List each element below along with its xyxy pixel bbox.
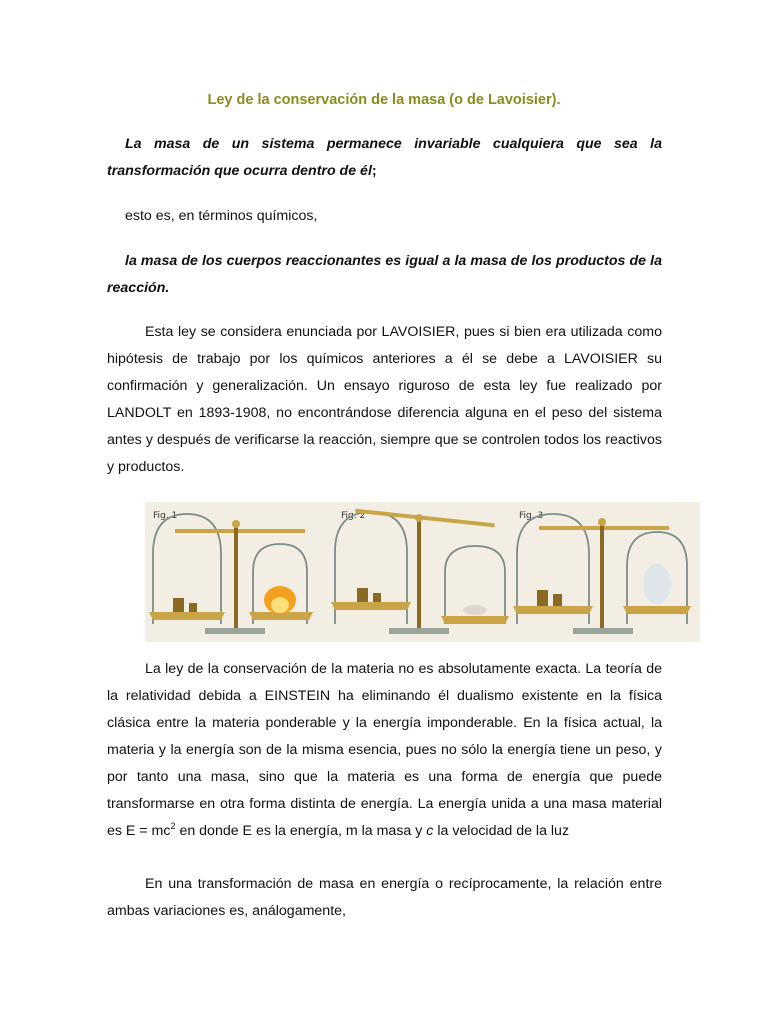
fig-3-label: Fig. 3 (519, 511, 544, 521)
figure-background (145, 502, 700, 642)
relativity-text: La ley de la conservación de la materia no es absolutamente exacta. La teoría de la relatividad debida a EINSTEIN ha eliminando él dualismo existente en la física clásica entre la materia ponderable y la energía imponderable. En la física actual, la materia y la energía son de la misma esencia, pues no sólo la energía tiene un peso, y por tanto una masa, sino que la materia es una forma de energía que puede transformarse en otra forma distinta de energía. La energía unida a una masa material es E = mc (107, 661, 662, 839)
paragraph-history: Esta ley se considera enunciada por LAVOISIER, pues si bien era utilizada como hipótesis de trabajo por los químicos anteriores a él se debe a LAVOISIER su confirmación y generalización. Un ensayo riguroso de esta ley fue realizado por LANDOLT en 1893-1908, no encontrándose diferencia alguna en el peso del sistema antes y después de verificarse la reacción, siempre que se controlen todos los reactivos y productos. (107, 324, 662, 475)
relativity-after: en donde E es la energía, m la masa y (175, 823, 427, 839)
balance-illustration (145, 502, 700, 642)
light-speed-symbol: c (426, 823, 434, 839)
law-statement-end: ; (371, 163, 377, 179)
fig-1-label: Fig. 1 (153, 511, 178, 521)
law-restatement: la masa de los cuerpos reaccionantes es igual a la masa de los productos de la reacción. (107, 253, 662, 296)
law-statement-text: La masa de un sistema permanece invariable cualquiera que sea la transformación que ocurra dentro de él (107, 136, 662, 179)
document-title: Ley de la conservación de la masa (o de Lavoisier). (207, 92, 561, 108)
relativity-end: la velocidad de la luz (433, 823, 570, 839)
fig-2-label: Fig. 2 (341, 511, 366, 521)
bridge-text: esto es, en términos químicos, (125, 208, 318, 224)
law-statement (107, 131, 662, 185)
paragraph-relativity (107, 656, 662, 845)
paragraph-transformation: En una transformación de masa en energía o recíprocamente, la relación entre ambas variaciones es, análogamente, (107, 876, 662, 919)
balance-figures (145, 502, 700, 642)
exponent: 2 (170, 821, 176, 831)
